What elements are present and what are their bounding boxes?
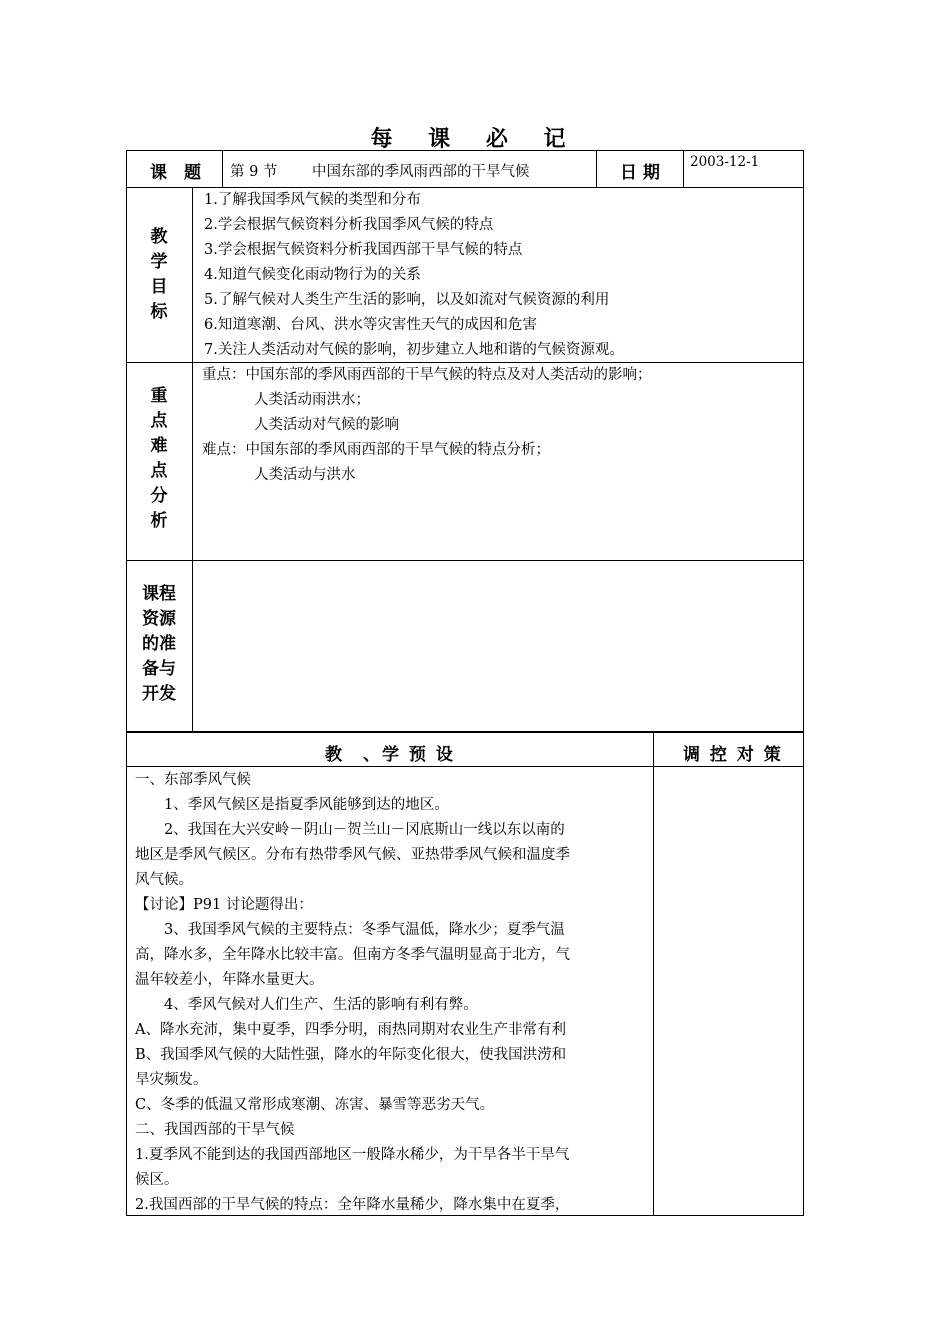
plan-content [135,768,570,1218]
label-line: 备与 [142,659,176,679]
objective-item: 4.知道气候变化雨动物行为的关系 [204,267,421,283]
lesson-title: 中国东部的季风雨西部的干旱气候 [312,164,530,180]
plan-line: 风气候。 [135,872,193,888]
label-line: 开发 [142,684,176,704]
row-divider [126,766,804,767]
plan-line: 温年较差小，年降水量更大。 [135,972,324,988]
objectives-list [204,188,624,363]
label-char: 点 [150,461,168,481]
objective-item: 1.了解我国季风气候的类型和分布 [204,192,421,208]
plan-line: 旱灾频发。 [135,1072,208,1088]
label-char: 教 [150,227,168,247]
date-value: 2003-12-1 [690,154,760,170]
objective-item: 5.了解气候对人类生产生活的影响，以及如流对气候资源的利用 [204,292,610,308]
plan-line: 2.我国西部的干旱气候的特点：全年降水量稀少，降水集中在夏季， [135,1197,570,1213]
plan-line: 1.夏季风不能到达的我国西部地区一般降水稀少，为干旱各半干旱气 [135,1147,570,1163]
plan-line: 一、东部季风气候 [135,772,251,788]
page-title: 每 课 必 记 [370,127,580,152]
column-divider [192,187,193,732]
label-char: 点 [150,411,168,431]
key-point-line: 难点：中国东部的季风雨西部的干旱气候的特点分析； [202,442,550,458]
plan-line: 候区。 [135,1172,179,1188]
objective-item: 6.知道寒潮、台风、洪水等灾害性天气的成因和危害 [204,317,537,333]
plan-line: 3、我国季风气候的主要特点：冬季气温低，降水少；夏季气温 [135,922,565,938]
label-char: 重 [150,386,168,406]
key-point-line: 人类活动对气候的影响 [254,417,399,433]
key-point-line: 人类活动雨洪水； [254,392,370,408]
plan-line: 【讨论】P91 讨论题得出： [135,897,313,913]
label-char: 目 [150,277,168,297]
column-divider [222,150,223,187]
key-points-text [202,363,652,488]
plan-line: B、我国季风气候的大陆性强，降水的年际变化很大，使我国洪涝和 [135,1047,567,1063]
key-point-line: 人类活动与洪水 [254,467,356,483]
strategy-header: 调 控 对 策 [683,745,783,765]
plan-header: 教 、学 预 设 [325,745,455,765]
subject-label: 课 题 [150,163,201,183]
resources-label [126,582,192,707]
column-divider [683,150,684,187]
objective-item: 3.学会根据气候资料分析我国西部干旱气候的特点 [204,242,523,258]
plan-line: 2、我国在大兴安岭－阴山－贺兰山－冈底斯山一线以东以南的 [135,822,565,838]
label-line: 课程 [142,584,176,604]
date-label: 日 期 [620,163,660,183]
plan-line: 4、季风气候对人们生产、生活的影响有利有弊。 [135,997,478,1013]
label-char: 分 [150,486,168,506]
label-char: 难 [150,436,168,456]
label-char: 标 [150,302,168,322]
label-line: 的准 [142,634,176,654]
plan-line: 地区是季风气候区。分布有热带季风气候、亚热带季风气候和温度季 [135,847,570,863]
section-number: 第 9 节 [230,164,278,180]
column-divider [596,150,597,187]
row-divider [126,560,804,561]
key-points-label [126,384,192,534]
column-divider [653,732,654,1216]
plan-line: 1、季风气候区是指夏季风能够到达的地区。 [135,797,449,813]
label-line: 资源 [142,609,176,629]
plan-line: A、降水充沛，集中夏季，四季分明，雨热同期对农业生产非常有利 [135,1022,566,1038]
plan-line: 高，降水多，全年降水比较丰富。但南方冬季气温明显高于北方，气 [135,947,570,963]
key-point-line: 重点：中国东部的季风雨西部的干旱气候的特点及对人类活动的影响； [202,367,652,383]
label-char: 析 [150,511,168,531]
objective-item: 7.关注人类活动对气候的影响，初步建立人地和谐的气候资源观。 [204,342,624,358]
plan-line: C、冬季的低温又常形成寒潮、冻害、暴雪等恶劣天气。 [135,1097,495,1113]
objective-item: 2.学会根据气候资料分析我国季风气候的特点 [204,217,494,233]
objectives-label [126,225,192,325]
plan-line: 二、我国西部的干旱气候 [135,1122,295,1138]
label-char: 学 [150,252,168,272]
